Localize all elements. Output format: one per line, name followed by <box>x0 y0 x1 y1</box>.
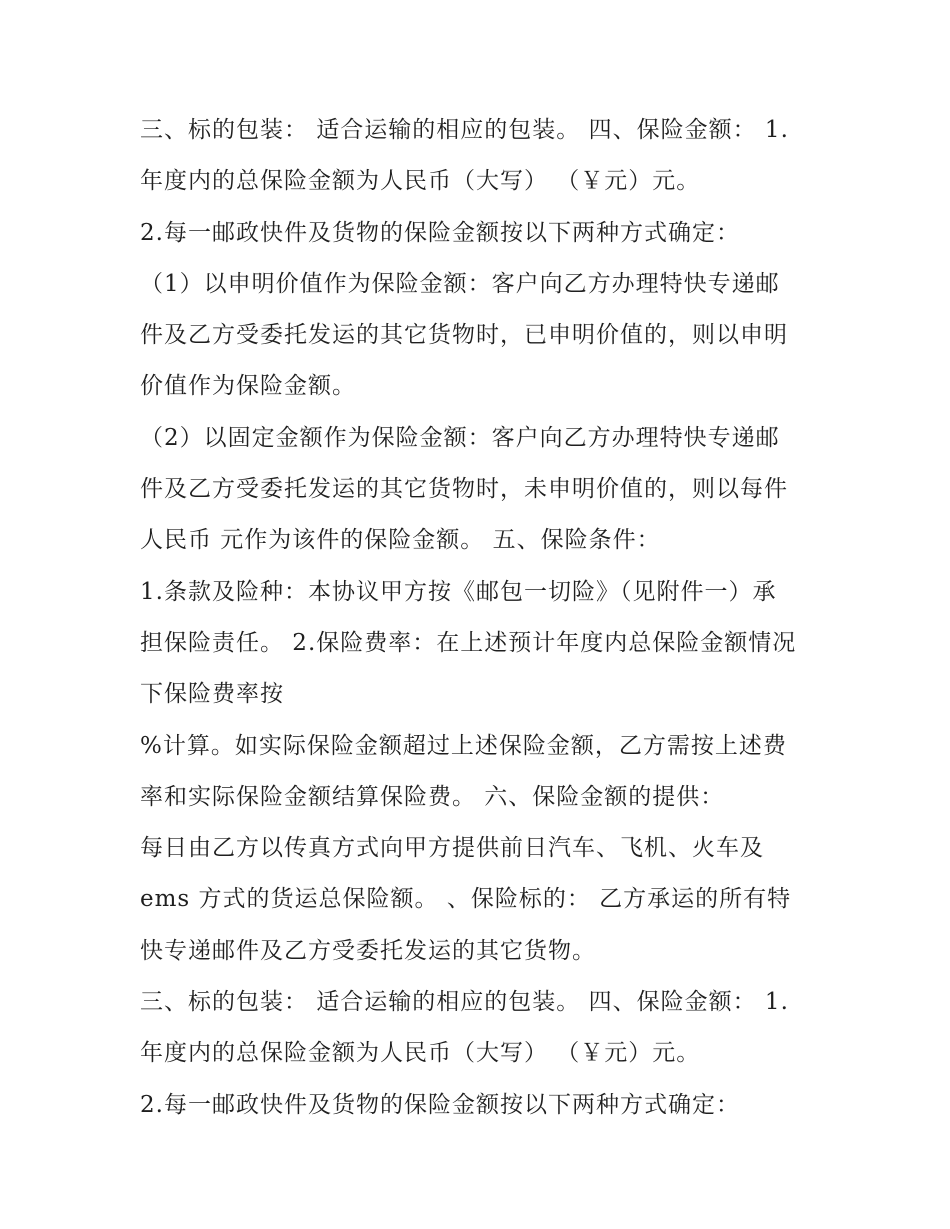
text-line: 担保险责任。 2.保险费率：在上述预计年度内总保险金额情况 <box>140 629 797 656</box>
text-line: 1.条款及险种：本协议甲方按《邮包一切险》（见附件一）承 <box>140 578 777 605</box>
text-line: ems 方式的货运总保险额。 、保险标的： 乙方承运的所有特 <box>140 886 792 913</box>
text-line: 件及乙方受委托发运的其它货物时，已申明价值的，则以申明 <box>140 322 788 349</box>
text-line: （2）以固定金额作为保险金额：客户向乙方办理特快专递邮 <box>140 424 780 451</box>
text-line: 三、标的包装： 适合运输的相应的包装。 四、保险金额： 1. <box>140 117 789 143</box>
text-line: （1）以申明价值作为保险金额：客户向乙方办理特快专递邮 <box>140 270 780 297</box>
text-line: 三、标的包装： 适合运输的相应的包装。 四、保险金额： 1. <box>140 989 789 1016</box>
text-line: 下保险费率按 <box>140 681 284 708</box>
text-line: %计算。如实际保险金额超过上述保险金额，乙方需按上述费 <box>140 732 787 759</box>
text-line: 2.每一邮政快件及货物的保险金额按以下两种方式确定： <box>140 219 740 246</box>
text-line: 人民币 元作为该件的保险金额。 五、保险条件： <box>140 527 661 554</box>
text-line: 年度内的总保险金额为人民币（大写） （￥元）元。 <box>140 1040 701 1067</box>
text-line: 快专递邮件及乙方受委托发运的其它货物。 <box>140 937 596 964</box>
text-line: 价值作为保险金额。 <box>140 373 356 400</box>
text-line: 每日由乙方以传真方式向甲方提供前日汽车、飞机、火车及 <box>140 835 764 862</box>
text-line: 年度内的总保险金额为人民币（大写） （￥元）元。 <box>140 168 701 195</box>
document-body <box>140 110 820 1136</box>
text-line: 件及乙方受委托发运的其它货物时，未申明价值的，则以每件 <box>140 476 788 503</box>
text-line: 率和实际保险金额结算保险费。 六、保险金额的提供： <box>140 783 725 810</box>
text-line: 2.每一邮政快件及货物的保险金额按以下两种方式确定： <box>140 1091 740 1118</box>
